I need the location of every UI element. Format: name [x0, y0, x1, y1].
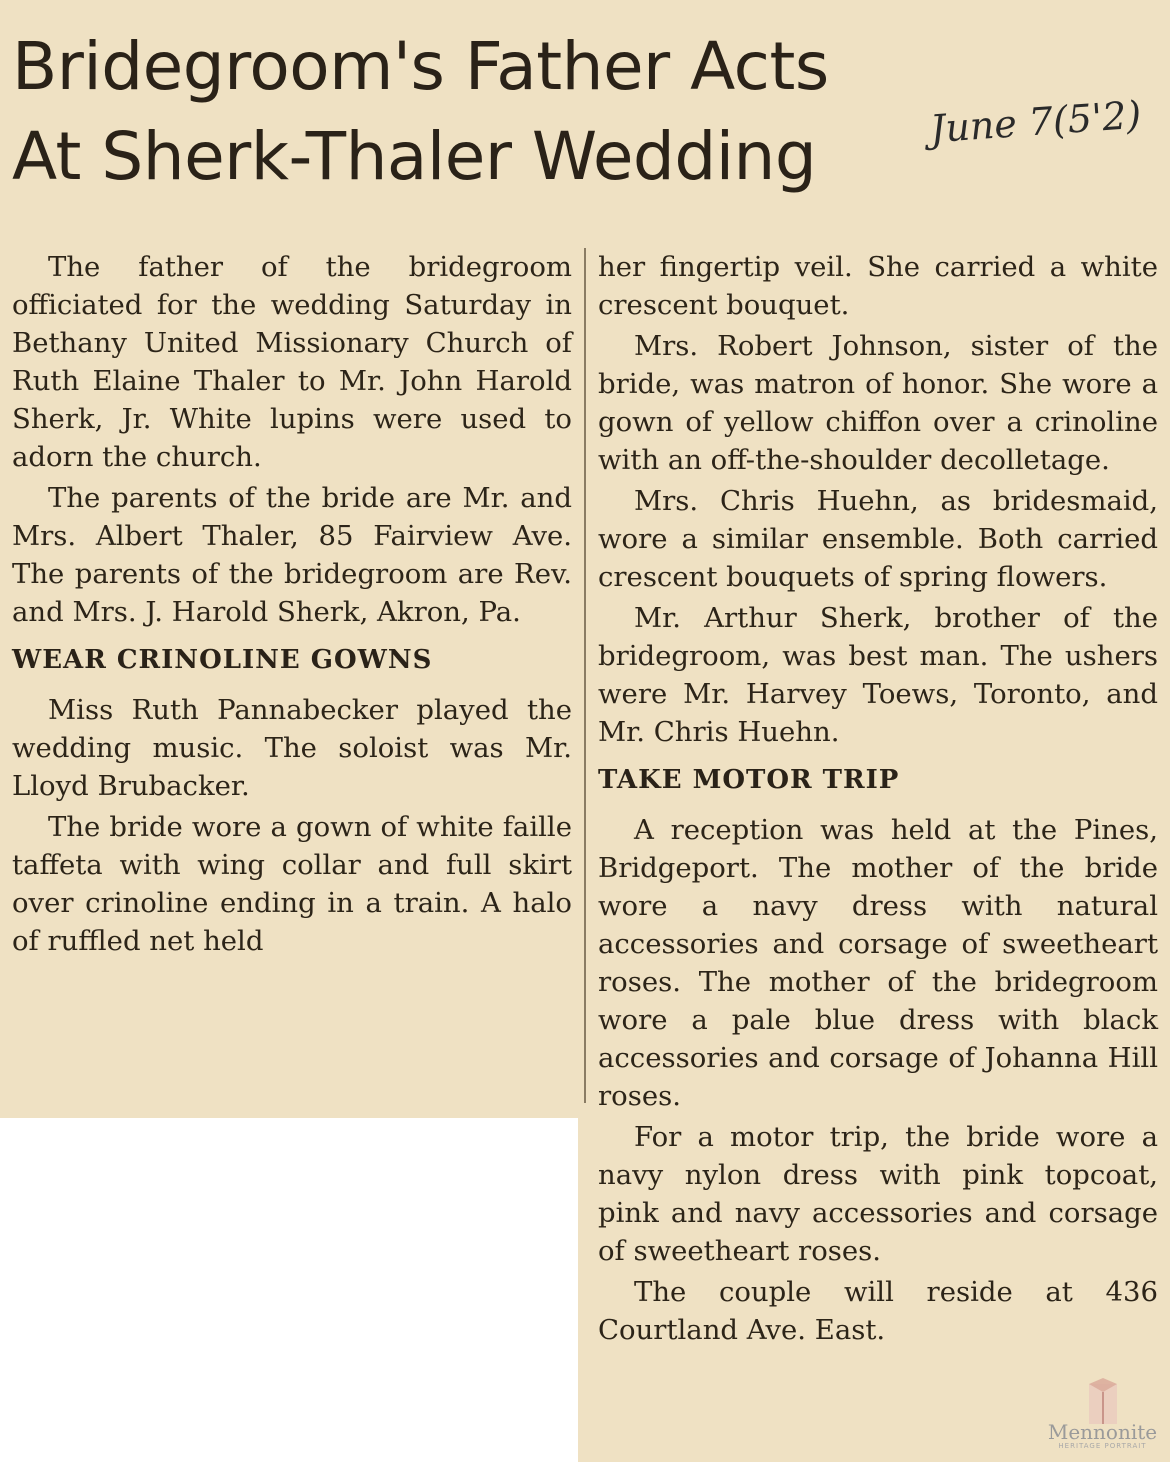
article-paragraph: A reception was held at the Pines, Bridgeport. The mother of the bride wore a navy dress with natural accessories and corsage of sweetheart roses. The mother of the bridegroom wore a pale blue dress with black accessories and corsage of Johanna Hill roses. [598, 814, 1158, 1112]
headline [12, 22, 1012, 202]
article-paragraph: Mr. Arthur Sherk, brother of the bridegroom, was best man. The ushers were Mr. Harvey Toews, Toronto, and Mr. Chris Huehn. [598, 602, 1158, 748]
column-divider [584, 248, 586, 1103]
handwritten-date: June 7(5'2) [928, 92, 1143, 152]
article-paragraph: For a motor trip, the bride wore a navy nylon dress with pink topcoat, pink and navy accessories and corsage of sweetheart roses. [598, 1121, 1158, 1267]
article-paragraph: The bride wore a gown of white faille taffeta with wing collar and full skirt over crinoline ending in a train. A halo of ruffled net held [12, 811, 572, 957]
article-paragraph-continued: her fingertip veil. She carried a white crescent bouquet. [598, 251, 1158, 321]
article-column-left [12, 248, 572, 963]
article-paragraph: The parents of the bride are Mr. and Mrs. Albert Thaler, 85 Fairview Ave. The parents of the bridegroom are Rev. and Mrs. J. Harold Sherk, Akron, Pa. [12, 482, 572, 628]
headline-line-1: Bridegroom's Father Acts [12, 28, 829, 105]
watermark [1040, 1378, 1165, 1458]
watermark-name: Mennonite [1047, 1420, 1158, 1444]
article-paragraph: The father of the bridegroom officiated for the wedding Saturday in Bethany United Missionary Church of Ruth Elaine Thaler to Mr. John Harold Sherk, Jr. White lupins were used to adorn the church. [12, 251, 572, 473]
article-paragraph: The couple will reside at 436 Courtland Ave. East. [598, 1276, 1158, 1346]
article-paragraph: Mrs. Chris Huehn, as bridesmaid, wore a similar ensemble. Both carried crescent bouquets of spring flowers. [598, 485, 1158, 593]
watermark-subtitle: HERITAGE PORTRAIT [1058, 1442, 1147, 1450]
headline-line-2: At Sherk-Thaler Wedding [12, 118, 817, 195]
article-paragraph: Mrs. Robert Johnson, sister of the bride, was matron of honor. She wore a gown of yellow chiffon over a crinoline with an off-the-shoulder decolletage. [598, 330, 1158, 476]
article-paragraph: Miss Ruth Pannabecker played the wedding music. The soloist was Mr. Lloyd Brubacker. [12, 694, 572, 802]
subheading: WEAR CRINOLINE GOWNS [12, 645, 433, 675]
subheading: TAKE MOTOR TRIP [598, 765, 900, 795]
article-column-right [598, 248, 1158, 1352]
